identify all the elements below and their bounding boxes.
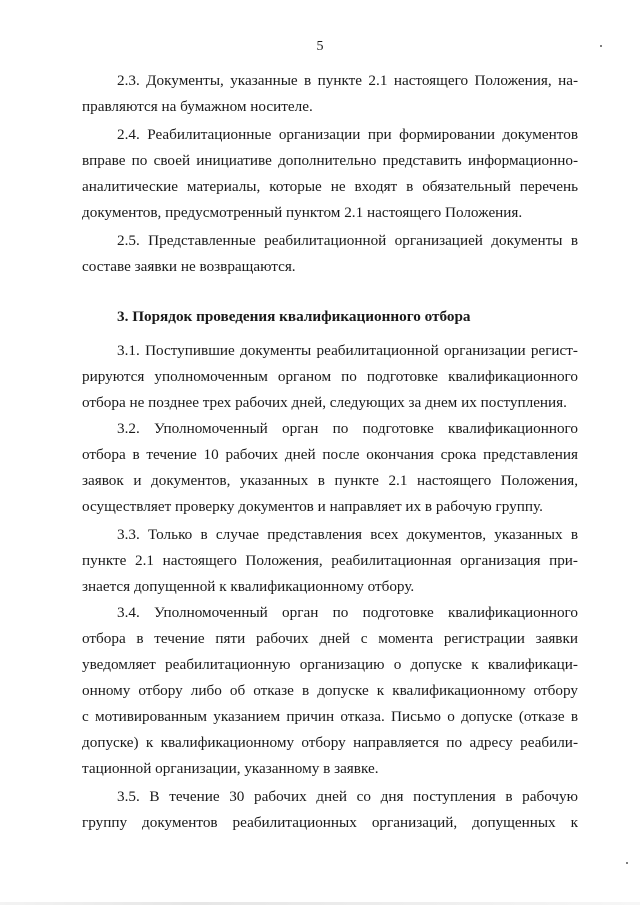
paragraph-3-1-line-3: отбора не позднее трех рабочих дней, следующих за днем их поступления. xyxy=(82,394,567,411)
paragraph-2-5-line-1: 2.5. Представленные реабилитационной организацией документы в xyxy=(117,232,578,249)
paragraph-3-3-line-3: знается допущенной к квалификационному отбору. xyxy=(82,578,415,595)
paragraph-3-4-line-3: уведомляет реабилитационную организацию о допуске к квалификаци- xyxy=(82,656,578,673)
paragraph-3-4-line-7: тационной организации, указанному в заявке. xyxy=(82,760,379,777)
paragraph-3-4-line-2: отбора в течение пяти рабочих дней с момента регистрации заявки xyxy=(82,630,578,647)
paragraph-3-2-line-1: 3.2. Уполномоченный орган по подготовке квалификационного xyxy=(117,420,578,437)
paragraph-3-1-line-2: рируются уполномоченным органом по подготовке квалификационного xyxy=(82,368,578,385)
paragraph-3-4-line-5: с мотивированным указанием причин отказа. Письмо о допуске (отказе в xyxy=(82,708,578,725)
scan-speck xyxy=(626,862,628,864)
paragraph-2-4-line-4: документов, предусмотренный пунктом 2.1 настоящего Положения. xyxy=(82,204,523,221)
paragraph-3-5-line-2: группу документов реабилитационных организаций, допущенных к xyxy=(82,814,578,831)
scan-speck xyxy=(600,45,602,47)
paragraph-3-4-line-1: 3.4. Уполномоченный орган по подготовке квалификационного xyxy=(117,604,578,621)
paragraph-3-4-line-4: онному отбору либо об отказе в допуске к квалификационному отбору xyxy=(82,682,578,699)
paragraph-2-5-line-2: составе заявки не возвращаются. xyxy=(82,258,296,275)
page-number: 5 xyxy=(316,39,324,54)
section-3-heading: 3. Порядок проведения квалификационного отбора xyxy=(117,308,471,325)
paragraph-2-3-line-1: 2.3. Документы, указанные в пункте 2.1 настоящего Положения, на- xyxy=(117,72,578,89)
paragraph-3-2-line-2: отбора в течение 10 рабочих дней после окончания срока представления xyxy=(82,446,578,463)
paragraph-3-4-line-6: допуске) к квалификационному отбору направляется по адресу реабили- xyxy=(82,734,578,751)
paragraph-3-3-line-2: пункте 2.1 настоящего Положения, реабилитационная организация при- xyxy=(82,552,578,569)
paragraph-3-2-line-4: осуществляет проверку документов и направляет их в рабочую группу. xyxy=(82,498,543,515)
paragraph-2-3-line-2: правляются на бумажном носителе. xyxy=(82,98,313,115)
paragraph-2-4-line-2: вправе по своей инициативе дополнительно представить информационно- xyxy=(82,152,578,169)
paragraph-2-4-line-1: 2.4. Реабилитационные организации при формировании документов xyxy=(117,126,578,143)
paragraph-2-4-line-3: аналитические материалы, которые не входят в обязательный перечень xyxy=(82,178,578,195)
paragraph-3-3-line-1: 3.3. Только в случае представления всех документов, указанных в xyxy=(117,526,578,543)
paragraph-3-1-line-1: 3.1. Поступившие документы реабилитационной организации регист- xyxy=(117,342,578,359)
paragraph-3-2-line-3: заявок и документов, указанных в пункте 2.1 настоящего Положения, xyxy=(82,472,578,489)
paragraph-3-5-line-1: 3.5. В течение 30 рабочих дней со дня поступления в рабочую xyxy=(117,788,578,805)
